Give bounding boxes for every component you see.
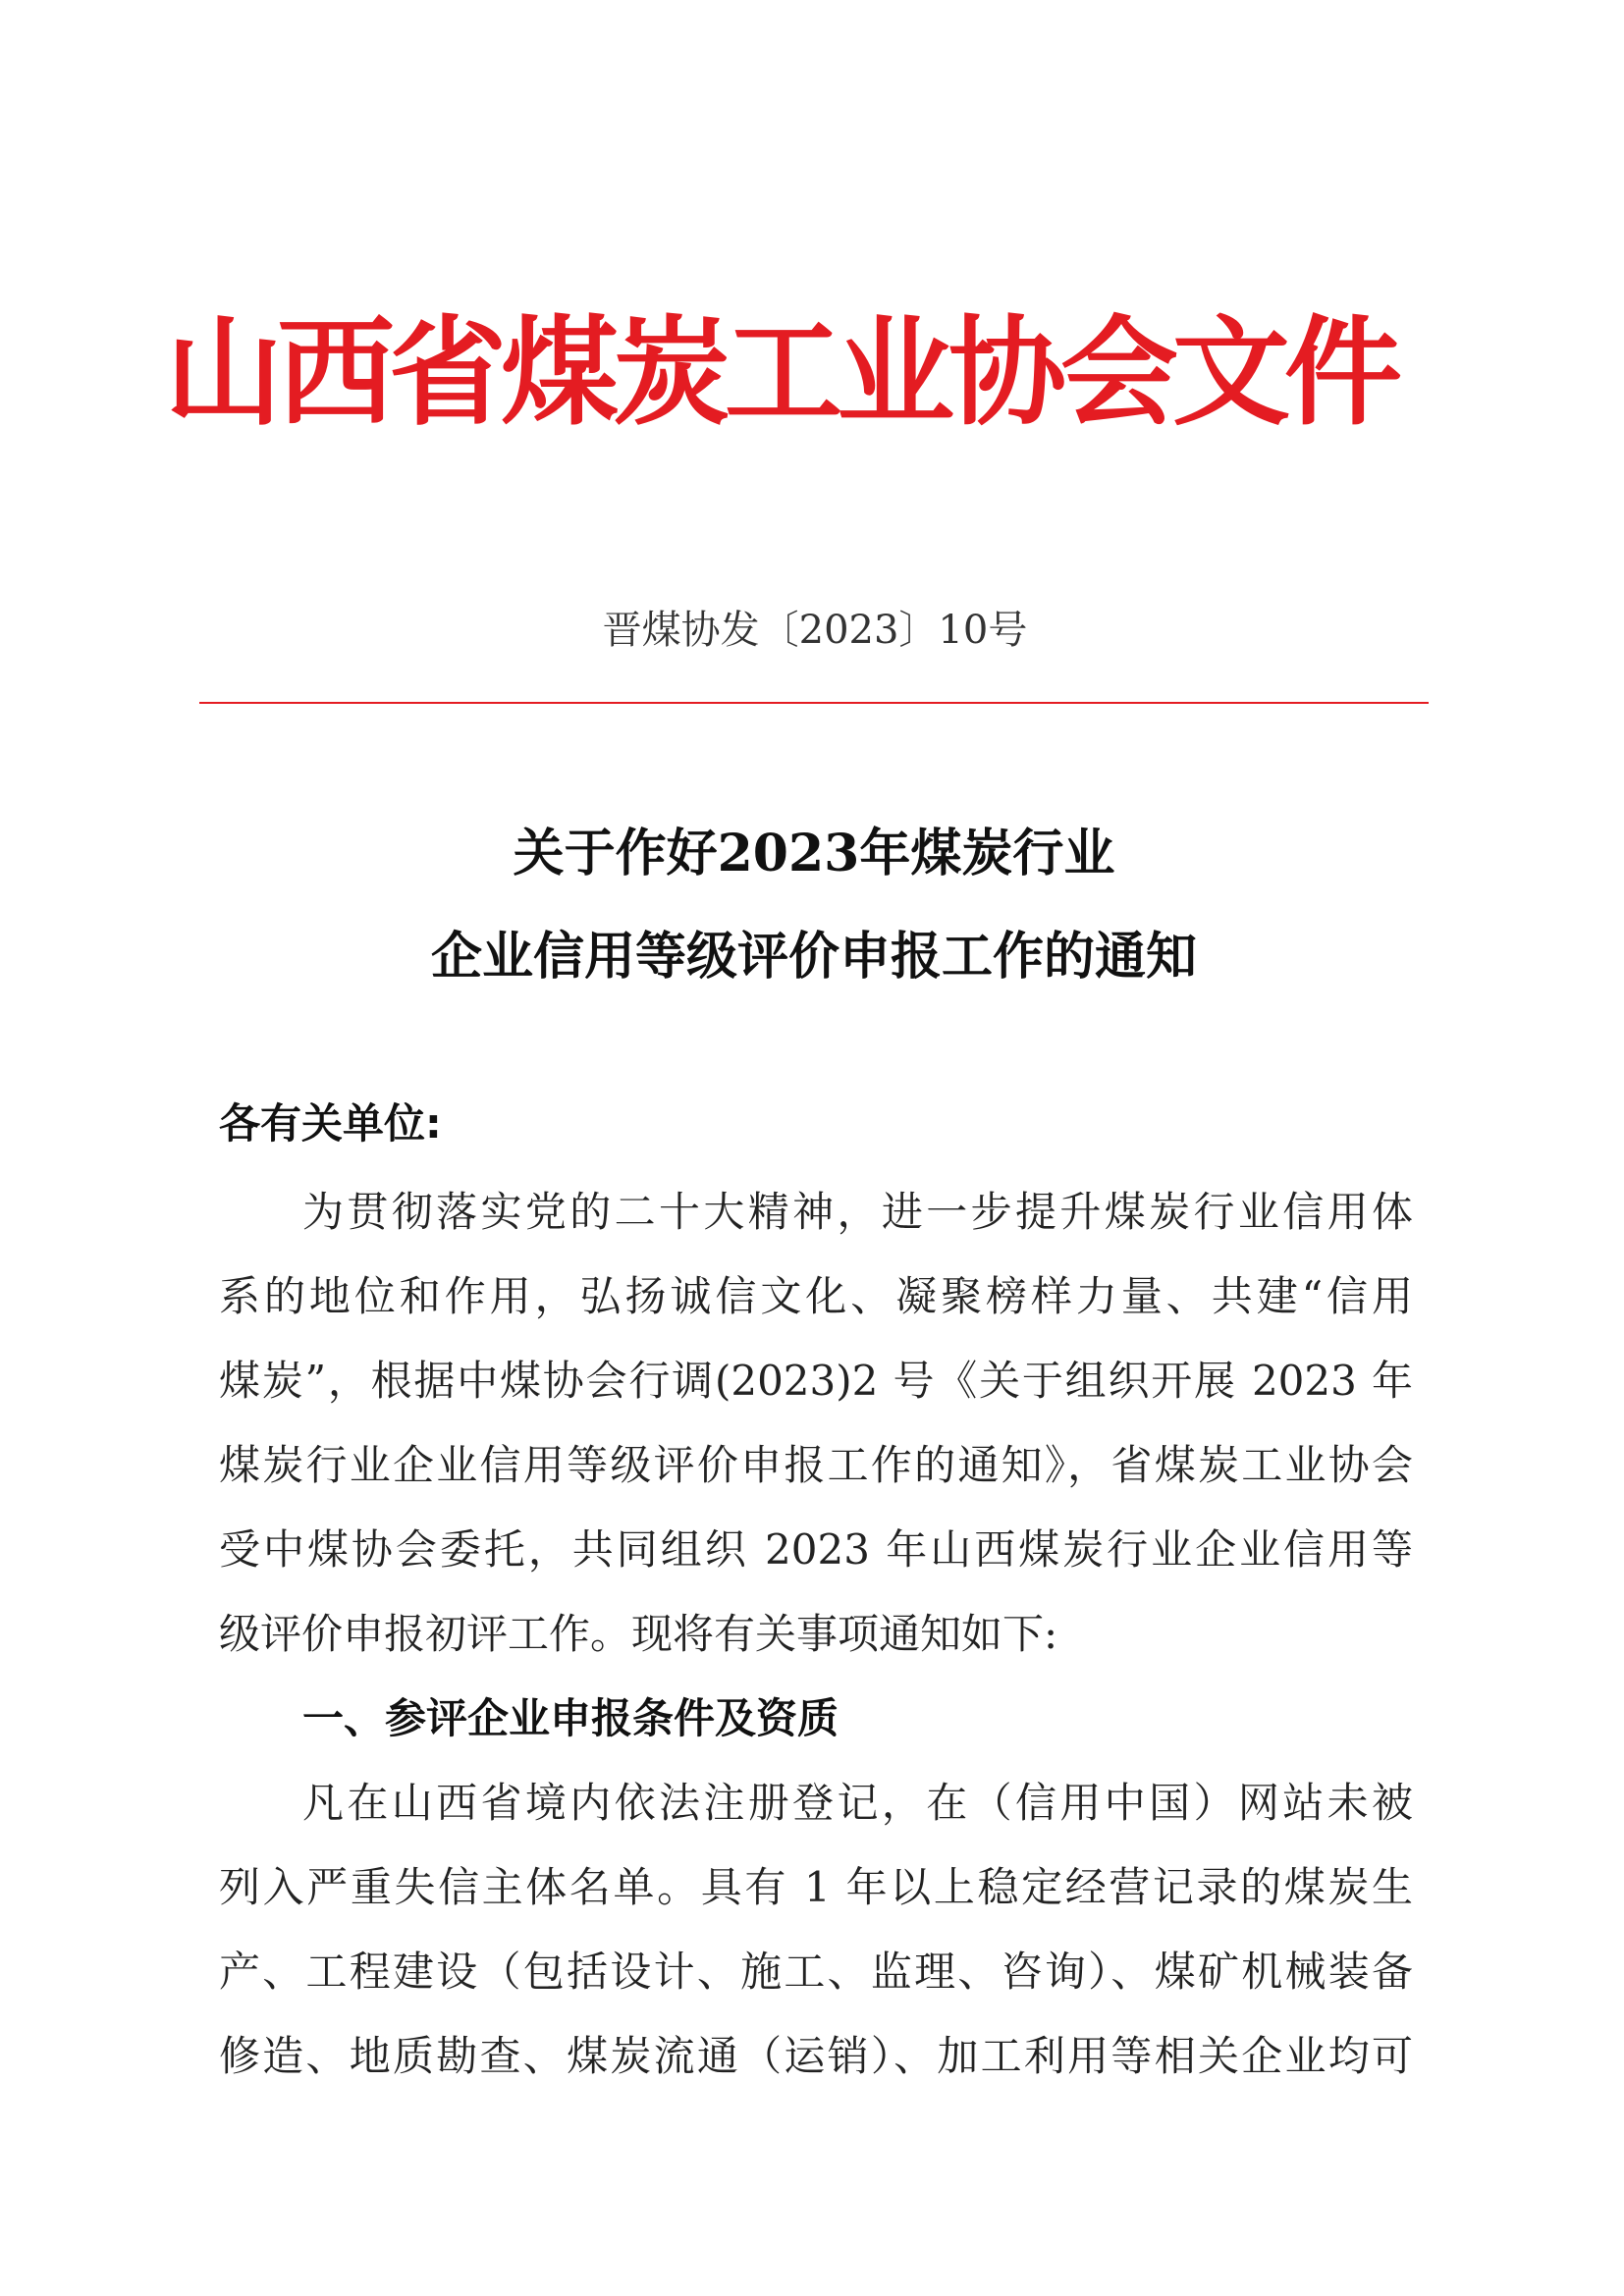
paragraph-2-line: 修造、地质勘查、煤炭流通（运销）、加工利用等相关企业均可 [219, 2032, 1413, 2080]
salutation: 各有关单位: [219, 1099, 442, 1148]
paragraph-2-line: 产、工程建设（包括设计、施工、监理、咨询）、煤矿机械装备 [219, 1948, 1413, 1996]
red-divider-line [199, 702, 1429, 704]
paragraph-1-line: 受中煤协会委托，共同组织 2023 年山西煤炭行业企业信用等 [219, 1525, 1413, 1574]
document-title-line-1: 关于作好2023年煤炭行业 [513, 824, 1115, 883]
section-1-heading: 一、参评企业申报条件及资质 [302, 1694, 839, 1742]
paragraph-1-line: 为贯彻落实党的二十大精神，进一步提升煤炭行业信用体 [302, 1188, 1413, 1236]
paragraph-1-line: 系的地位和作用，弘扬诚信文化、凝聚榜样力量、共建“信用 [219, 1272, 1413, 1320]
paragraph-1-line: 级评价申报初评工作。现将有关事项通知如下: [219, 1610, 1058, 1658]
document-masthead: 山西省煤炭工业协会文件 [165, 303, 1396, 442]
paragraph-2-line: 凡在山西省境内依法注册登记，在（信用中国）网站未被 [302, 1779, 1413, 1827]
paragraph-2-line: 列入严重失信主体名单。具有 1 年以上稳定经营记录的煤炭生 [219, 1863, 1413, 1911]
document-number: 晋煤协发〔2023〕10号 [602, 608, 1028, 653]
paragraph-1-line: 煤炭”，根据中煤协会行调(2023)2 号《关于组织开展 2023 年 [219, 1357, 1413, 1405]
document-title-line-2: 企业信用等级评价申报工作的通知 [430, 927, 1197, 987]
paragraph-1-line: 煤炭行业企业信用等级评价申报工作的通知》，省煤炭工业协会 [219, 1441, 1413, 1489]
